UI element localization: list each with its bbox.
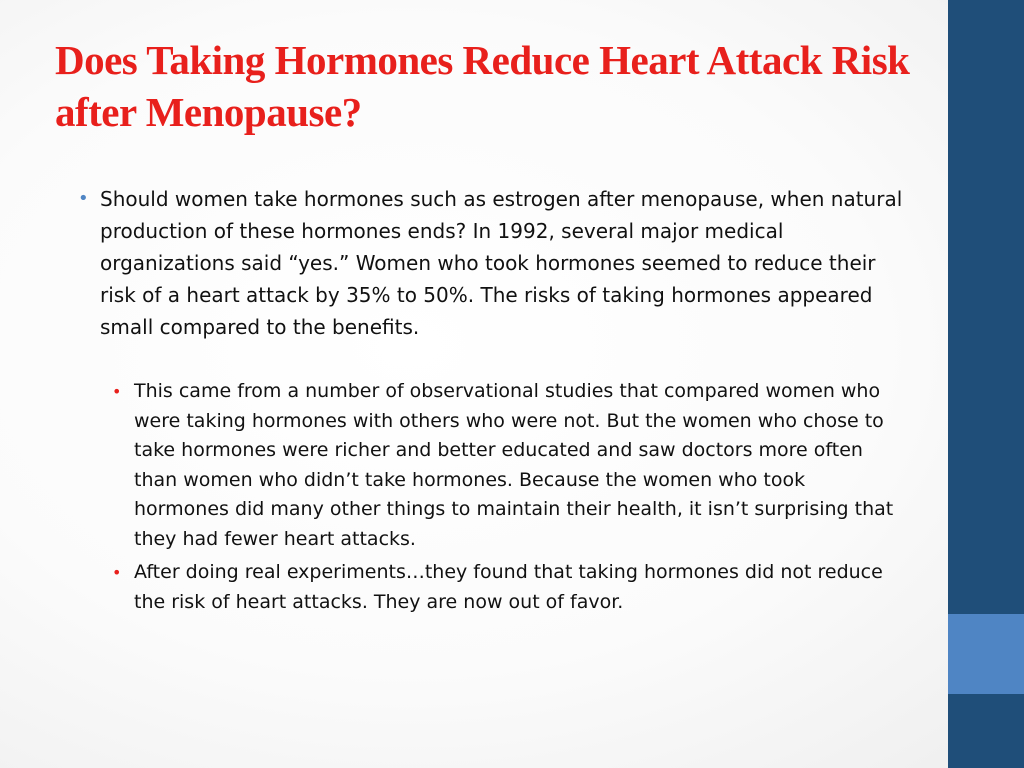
bullet-item-1 bbox=[78, 183, 908, 343]
sub-bullet-dot-icon: • bbox=[112, 382, 122, 401]
slide-content bbox=[78, 183, 918, 621]
sub-bullet-text: After doing real experiments…they found that taking hormones did not reduce the risk of heart attacks. They are now out of favor. bbox=[134, 561, 883, 613]
sub-bullet-item-2 bbox=[112, 558, 894, 617]
sub-bullet-text: This came from a number of observational studies that compared women who were taking hormones with others who were not. But the women who chose to take hormones were richer and better educated and saw doctors more often than women who didn’t take hormones. Because the women who took hormones did many other things to maintain their health, it isn’t surprising that they had fewer heart attacks. bbox=[134, 380, 894, 550]
slide-title: Does Taking Hormones Reduce Heart Attack Risk after Menopause? bbox=[55, 37, 910, 135]
bullet-dot-icon: • bbox=[78, 188, 89, 209]
bullet-text: Should women take hormones such as estrogen after menopause, when natural production of these hormones ends? In 1992, several major medical organizations said “yes.” Women who took hormones seemed to reduce their risk of a heart attack by 35% to 50%. The risks of taking hormones appeared small compared to the benefits. bbox=[100, 187, 903, 339]
side-bar-accent bbox=[948, 614, 1024, 694]
sub-bullet-dot-icon: • bbox=[112, 563, 122, 582]
sub-bullet-item-1 bbox=[112, 377, 894, 554]
